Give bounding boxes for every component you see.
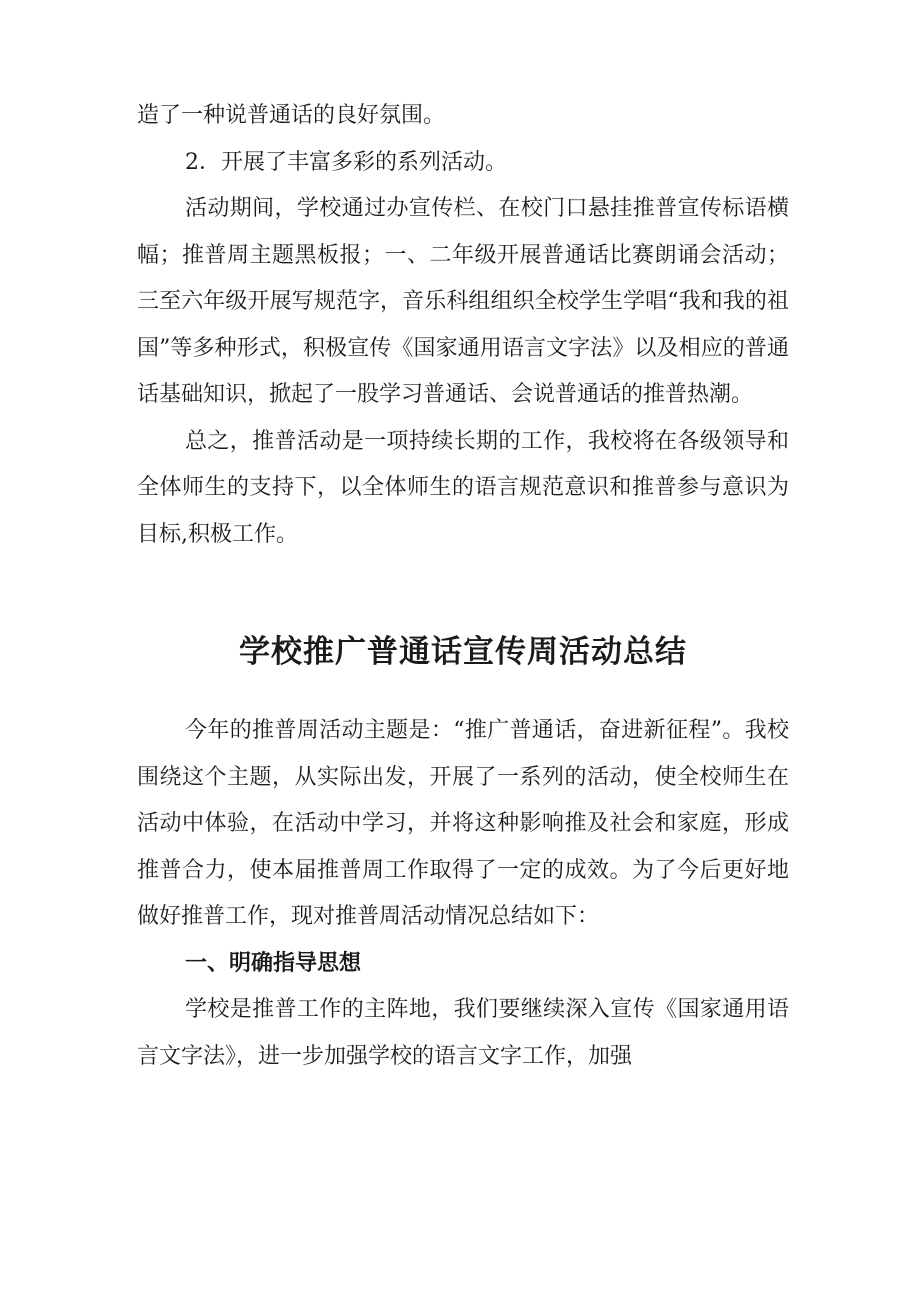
paragraph-section-1: 学校是推普工作的主阵地，我们要继续深入宣传《国家通用语言文字法》，进一步加强学校的语言文字工作，加强 bbox=[137, 997, 789, 1069]
paragraph-conclusion: 总之，推普活动是一项持续长期的工作，我校将在各级领导和全体师生的支持下，以全体师生的语言规范意识和推普参与意识为目标,积极工作。 bbox=[137, 428, 789, 547]
document-title: 学校推广普通话宣传周活动总结 bbox=[239, 634, 687, 670]
list-item-2: 2．开展了丰富多彩的系列活动。 bbox=[185, 149, 507, 175]
paragraph-activities: 活动期间，学校通过办宣传栏、在校门口悬挂推普宣传标语横幅；推普周主题黑板报；一、二年级开展普通话比赛朗诵会活动；三至六年级开展写规范字，音乐科组组织全校学生学唱“我和我的祖国”等多种形式，积极宣传《国家通用语言文字法》以及相应的普通话基础知识，掀起了一股学习普通话、会说普通话的推普热潮。 bbox=[137, 196, 789, 407]
paragraph-intro: 今年的推普周活动主题是：“推广普通话，奋进新征程”。我校围绕这个主题，从实际出发，开展了一系列的活动，使全校师生在活动中体验，在活动中学习，并将这种影响推及社会和家庭，形成推普合力，使本届推普周工作取得了一定的成效。为了今后更好地做好推普工作，现对推普周活动情况总结如下： bbox=[137, 718, 789, 929]
paragraph-continued: 造了一种说普通话的良好氛围。 bbox=[137, 103, 446, 128]
section-heading-1: 一、明确指导思想 bbox=[185, 950, 362, 976]
document-body bbox=[137, 93, 789, 1080]
